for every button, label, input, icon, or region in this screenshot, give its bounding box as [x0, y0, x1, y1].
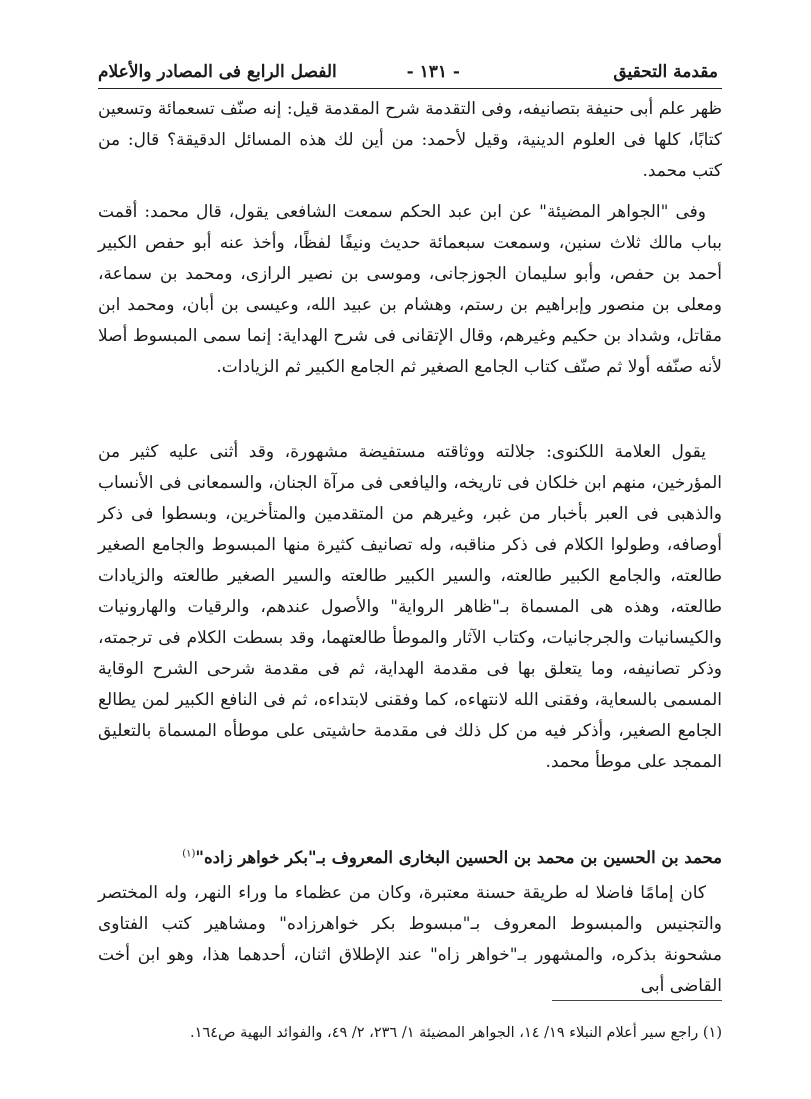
footnote-marker: (١) [182, 848, 196, 860]
paragraph-text: كان إمامًا فاضلا له طريقة حسنة معتبرة، وكان من عظماء ما وراء النهر، وله المختصر والتجنيس والمبسوط المعروف بـ"مبسوط بكر خواهرزاده" ومشاهير كتب الفتاوى مشحونة بذكره، والمشهور بـ"خواهر زاه" عند الإطلاق اثنان، أحدهما هذا، وهو ابن أخت القاضى أبى [98, 883, 722, 996]
paragraph-1 [98, 94, 722, 187]
paragraph-text: وفى "الجواهر المضيئة" عن ابن عبد الحكم سمعت الشافعى يقول، قال محمد: أقمت بباب مالك ثلاث سنين، وسمعت سبعمائة حديث ونيفًا لفظًا، وأخذ عنه أبو حفص الكبير أحمد بن حفص، وأبو سليمان الجوزجانى، وموسى بن نصير الرازى، ومحمد بن سماعة، ومعلى بن منصور وإبراهيم بن رستم، وهشام بن عبيد الله، وعيسى بن أبان، ومحمد ابن مقاتل، وشداد بن حكيم وغيرهم، وقال الإتقانى فى شرح الهداية: إنما سمى المبسوط أصلا لأنه صنّفه أولا ثم صنّف كتاب الجامع الصغير ثم الجامع الكبير ثم الزيادات. [98, 202, 722, 377]
header-page-number: - ١٣١ - [406, 62, 460, 82]
paragraph-text: ظهر علم أبى حنيفة بتصانيفه، وفى التقدمة شرح المقدمة قيل: إنه صنّف تسعمائة وتسعين كتابًا، كلها فى العلوم الدينية، وقيل لأحمد: من أين لك هذه المسائل الدقيقة؟ قال: من كتب محمد. [98, 99, 722, 181]
entry-heading [182, 848, 722, 867]
entry-paragraph [98, 878, 722, 1002]
footnote-rule [552, 1000, 722, 1001]
running-header [98, 58, 718, 88]
header-book-title: مقدمة التحقيق [613, 62, 718, 82]
footnote: (١) راجع سير أعلام النبلاء ١٩/ ١٤، الجواهر المضيئة ١/ ٢٣٦، ٢/ ٤٩، والفوائد البهية ص١٦٤. [190, 1025, 722, 1041]
entry-heading-text: محمد بن الحسين بن محمد بن الحسين البخارى المعروف بـ"بكر خواهر زاده" [195, 848, 722, 867]
paragraph-3 [98, 437, 722, 778]
paragraph-text: يقول العلامة اللكنوى: جلالته ووثاقته مستفيضة مشهورة، وقد أثنى عليه كثير من المؤرخين، منهم ابن خلكان فى تاريخه، واليافعى فى مرآة الجنان، والسمعانى فى الأنساب والذهبى فى العبر بأخبار من غبر، وغيرهم من المتقدمين والمتأخرين، وبسطوا فى ذكر أوصافه، وطولوا الكلام فى ذكر مناقبه، وله تصانيف كثيرة منها المبسوط والجامع الصغير طالعته، والجامع الكبير طالعته، والسير الكبير طالعته والسير الصغير طالعته والزيادات طالعته، وهذه هى المسماة بـ"ظاهر الرواية" والأصول عندهم، والرقيات والهارونيات والكيسانيات والجرجانيات، وكتاب الآثار والموطأ طالعتهما، وقد بسطت الكلام فى ترجمته، وذكر تصانيفه، وما يتعلق بها فى مقدمة الهداية، ثم فى مقدمة شرحى الشرح الوقاية المسمى بالسعاية، وفقنى الله لانتهاءه، كما وفقنى لابتداءه، ثم فى النافع الكبير لمن يطالع الجامع الصغير، وأذكر فيه من كل ذلك فى مقدمة حاشيتى على موطأه المسماة بالتعليق الممجد على موطأ محمد. [98, 442, 722, 772]
header-chapter-title: الفصل الرابع فى المصادر والأعلام [98, 62, 337, 82]
paragraph-2 [98, 197, 722, 383]
header-rule [98, 88, 722, 89]
